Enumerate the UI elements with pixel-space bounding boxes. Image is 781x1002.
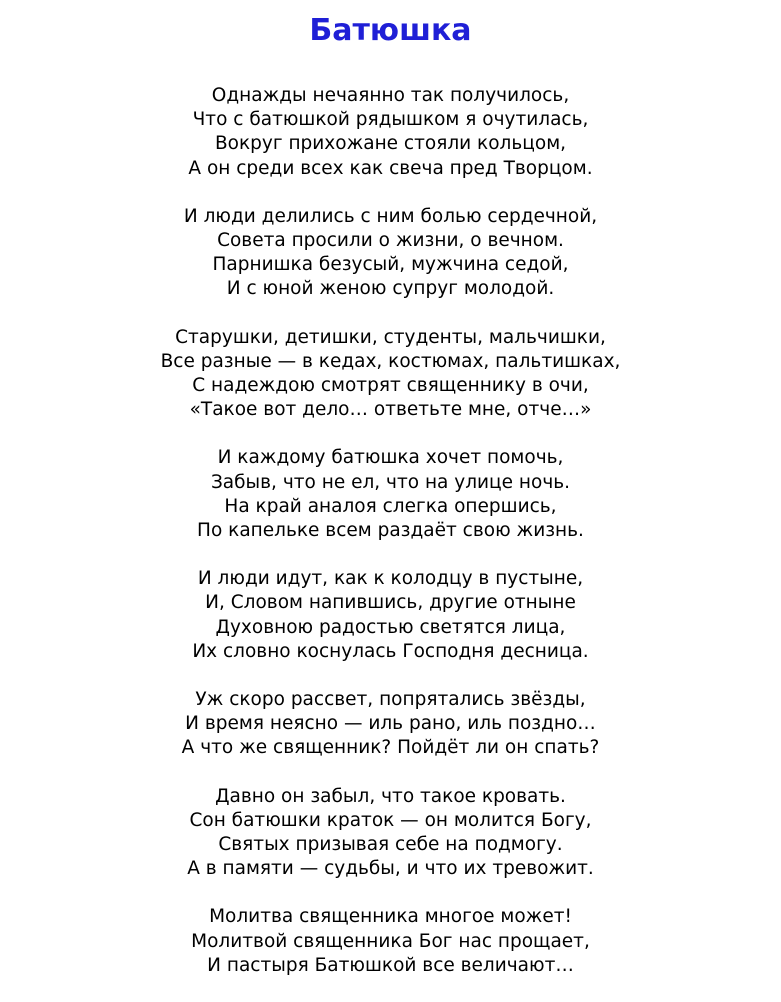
stanza-2 — [0, 205, 781, 302]
poem-line: Старушки, детишки, студенты, мальчишки, — [175, 326, 606, 348]
poem-body — [0, 84, 781, 1002]
stanza-1 — [0, 84, 781, 181]
poem-line: По капельке всем раздаёт свою жизнь. — [197, 520, 584, 542]
poem-line: Уж скоро рассвет, попрятались звёзды, — [195, 689, 586, 711]
poem-line: Молитва священника многое может! — [209, 906, 572, 928]
stanza-7 — [0, 785, 781, 882]
poem-line: И каждому батюшка хочет помочь, — [217, 447, 564, 469]
poem-line: И пастыря Батюшкой все величают… — [207, 954, 574, 976]
poem-line: А в памяти — судьбы, и что их тревожит. — [187, 858, 594, 880]
poem-line: Их словно коснулась Господня десница. — [192, 640, 589, 662]
poem-line: Парнишка безусый, мужчина седой, — [212, 254, 569, 276]
poem-line: Вокруг прихожане стояли кольцом, — [214, 133, 567, 155]
poem-line: Молитвой священника Бог нас прощает, — [191, 930, 590, 952]
poem-line: На край аналоя слегка опершись, — [224, 495, 557, 517]
stanza-8 — [0, 905, 781, 978]
poem-line: А он среди всех как свеча пред Творцом. — [188, 157, 593, 179]
poem-line: И люди идут, как к колодцу в пустыне, — [197, 568, 584, 590]
stanza-4 — [0, 446, 781, 543]
poem-line: И время неясно — иль рано, иль поздно… — [185, 713, 596, 735]
stanza-5 — [0, 567, 781, 664]
poem-line: Святых призывая себе на подмогу. — [218, 834, 563, 856]
poem-line: Духовною радостью светятся лица, — [215, 616, 566, 638]
poem-line: Давно он забыл, что такое кровать. — [215, 785, 566, 807]
poem-line: «Такое вот дело… ответьте мне, отче…» — [189, 399, 592, 421]
poem-line: Сон батюшки краток — он молится Богу, — [189, 809, 592, 831]
poem-line: Однажды нечаянно так получилось, — [211, 85, 570, 106]
poem-line: Совета просили о жизни, о вечном. — [217, 230, 564, 252]
poem-line: А что же священник? Пойдёт ли он спать? — [181, 737, 600, 759]
stanza-6 — [0, 688, 781, 761]
poem-line: И с юной женою супруг молодой. — [226, 278, 555, 300]
poem-line: И люди делились с ним болью сердечной, — [183, 205, 598, 227]
stanza-3 — [0, 326, 781, 423]
poem-line: Все разные — в кедах, костюмах, пальтишках, — [160, 350, 621, 372]
poem-line: Что с батюшкой рядышком я очутилась, — [192, 109, 589, 131]
poem-title: Батюшка — [309, 13, 472, 48]
poem-line: И, Словом напившись, другие отныне — [205, 592, 576, 614]
poem-line: Забыв, что не ел, что на улице ночь. — [210, 471, 571, 493]
poem-line: С надеждою смотрят священнику в очи, — [192, 375, 589, 397]
